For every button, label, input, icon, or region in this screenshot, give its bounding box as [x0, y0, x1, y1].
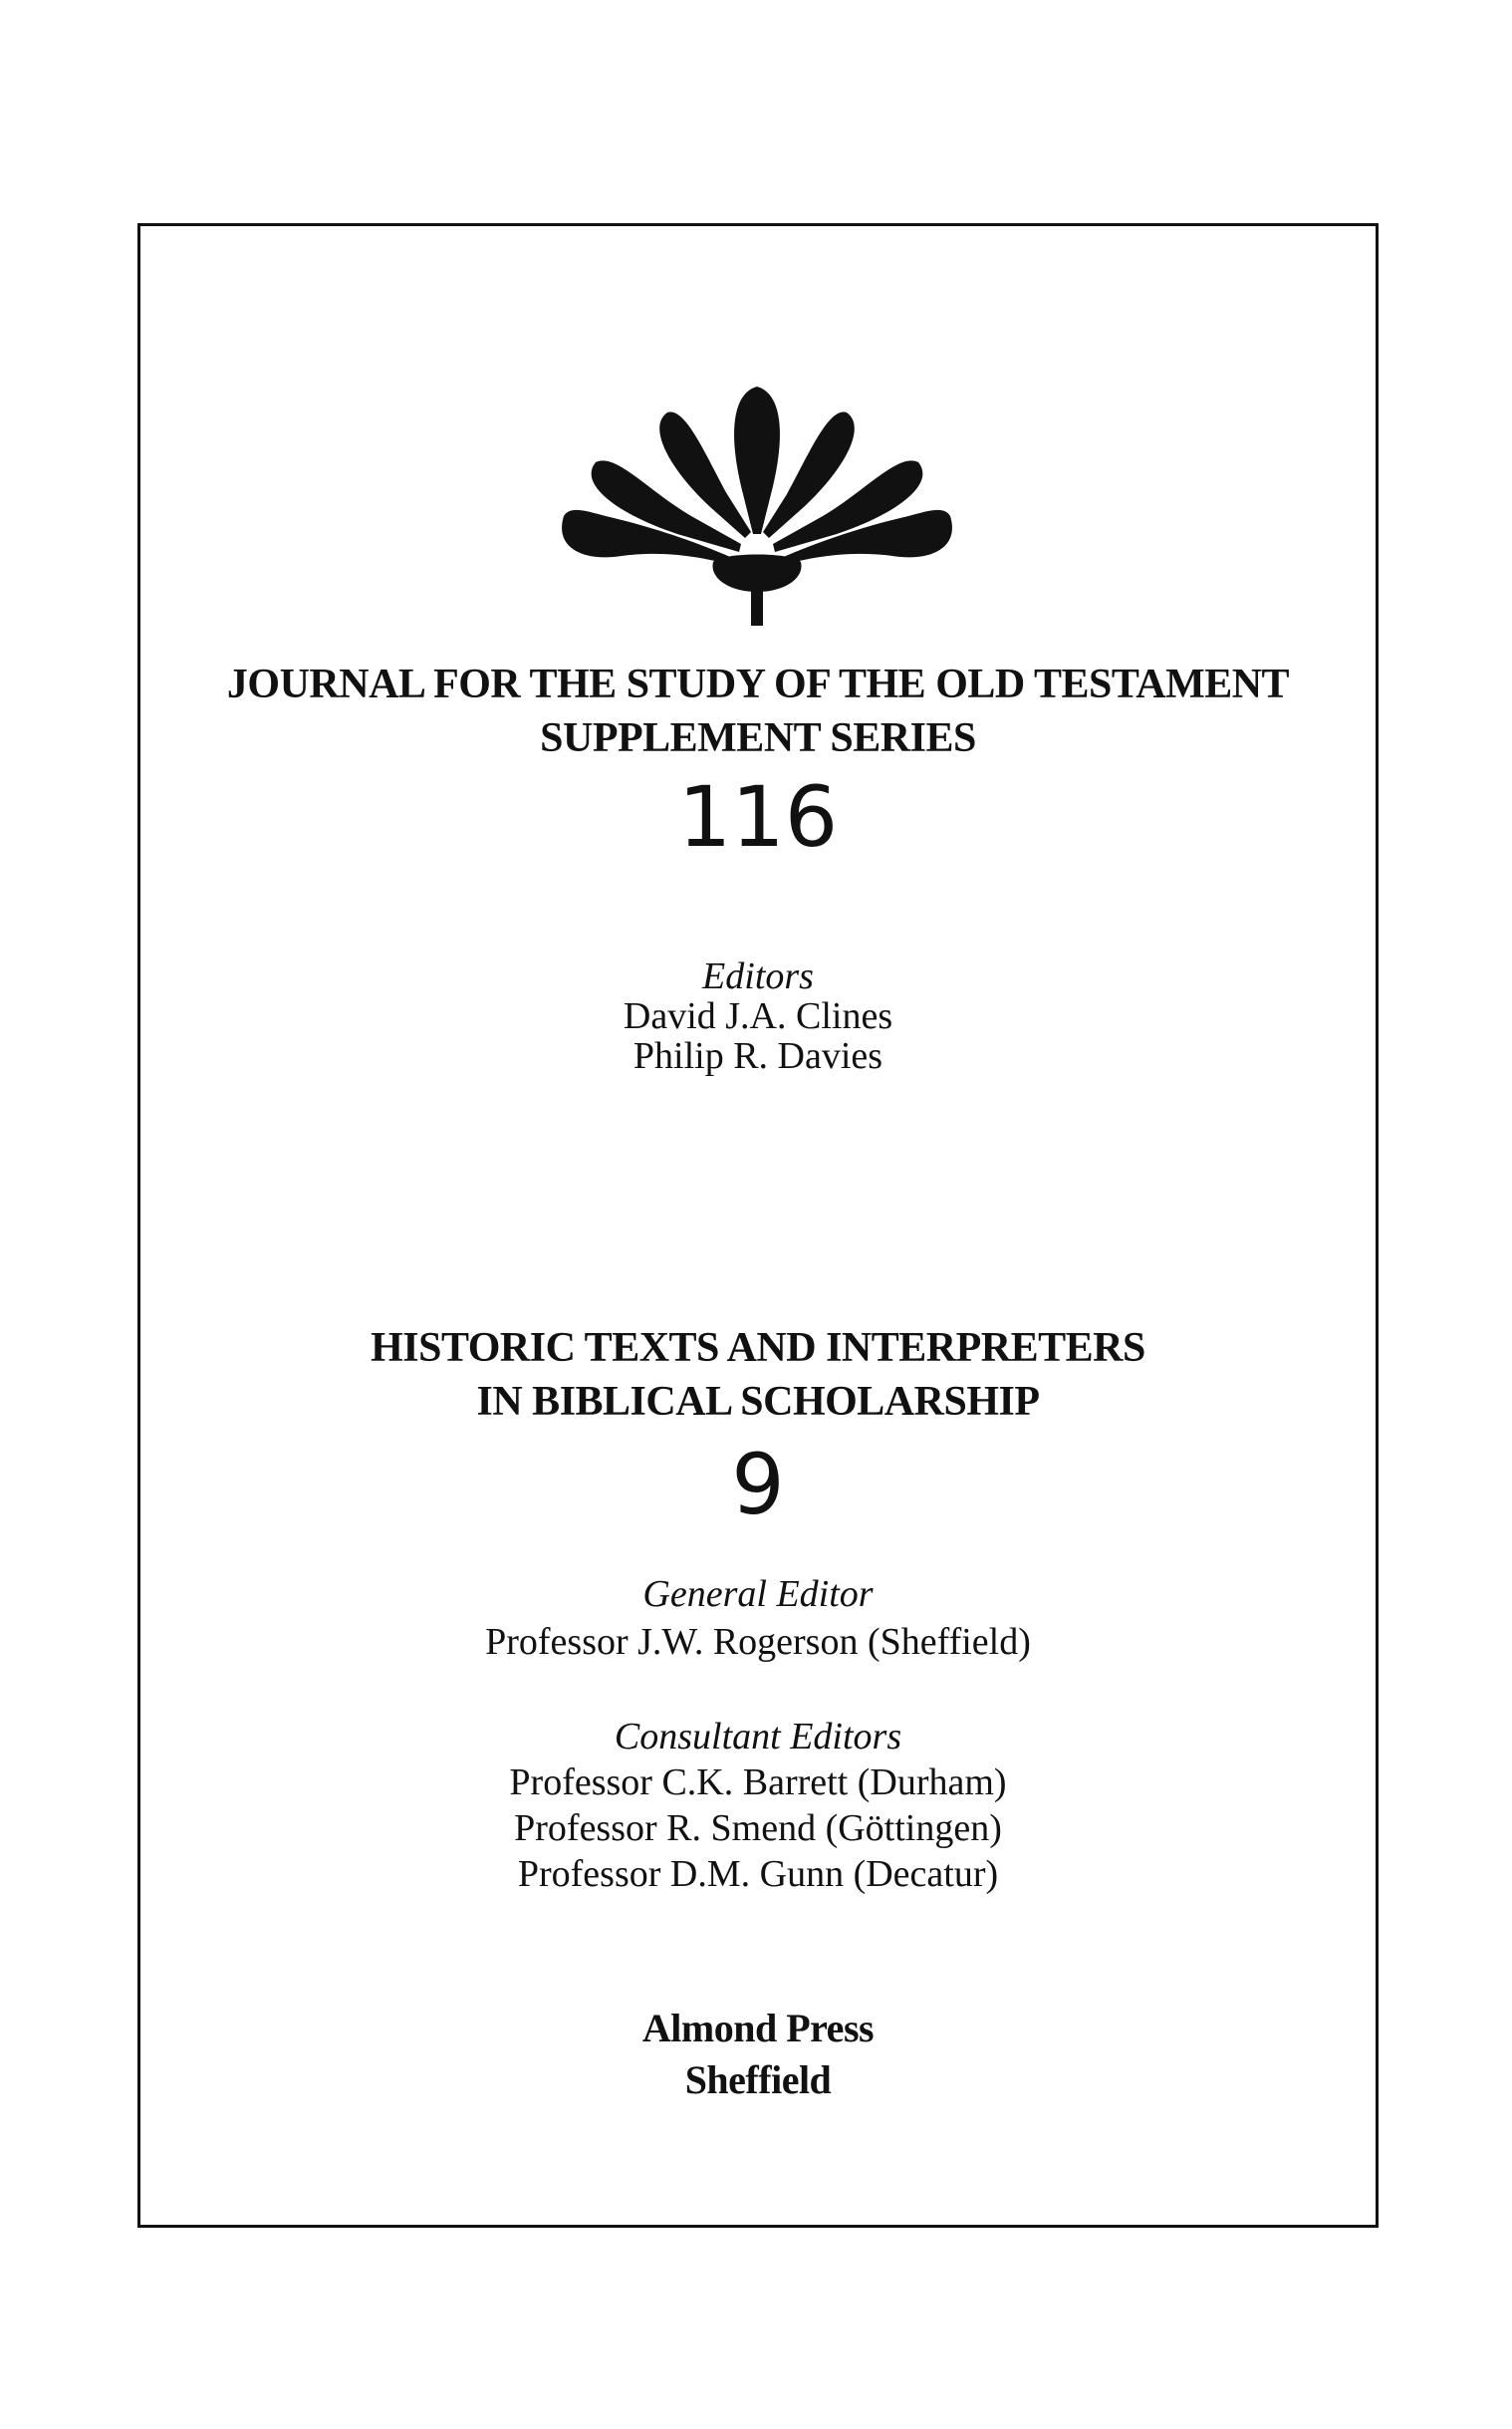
publisher-block	[137, 2003, 1379, 2106]
general-editor-name: Professor J.W. Rogerson (Sheffield)	[485, 1621, 1031, 1663]
series-number: 116	[677, 768, 839, 866]
consultant-editor-name: Professor C.K. Barrett (Durham)	[509, 1761, 1007, 1803]
general-editor-block	[137, 1570, 1379, 1666]
editors-label: Editors	[702, 955, 814, 997]
consultant-editor-name: Professor R. Smend (Göttingen)	[514, 1807, 1002, 1849]
consultant-editors-label: Consultant Editors	[614, 1716, 902, 1757]
subseries-title-line-2: IN BIBLICAL SCHOLARSHIP	[476, 1379, 1040, 1425]
editor-name: David J.A. Clines	[623, 995, 893, 1037]
subseries-title-line-1: HISTORIC TEXTS AND INTERPRETERS	[371, 1325, 1145, 1371]
subseries-title	[137, 1321, 1379, 1429]
series-title-line-1: JOURNAL FOR THE STUDY OF THE OLD TESTAMENT	[226, 662, 1290, 707]
fan-flower-emblem-icon	[548, 367, 966, 626]
consultant-editors-block	[137, 1714, 1379, 1897]
series-title	[137, 658, 1379, 765]
publisher-city: Sheffield	[684, 2057, 832, 2102]
publisher-name: Almond Press	[641, 2006, 875, 2050]
editors-block	[137, 956, 1379, 1076]
editor-name: Philip R. Davies	[632, 1035, 883, 1077]
consultant-editor-name: Professor D.M. Gunn (Decatur)	[517, 1853, 999, 1895]
subseries-number: 9	[731, 1436, 785, 1533]
series-title-line-2: SUPPLEMENT SERIES	[540, 715, 976, 761]
general-editor-label: General Editor	[642, 1573, 874, 1615]
